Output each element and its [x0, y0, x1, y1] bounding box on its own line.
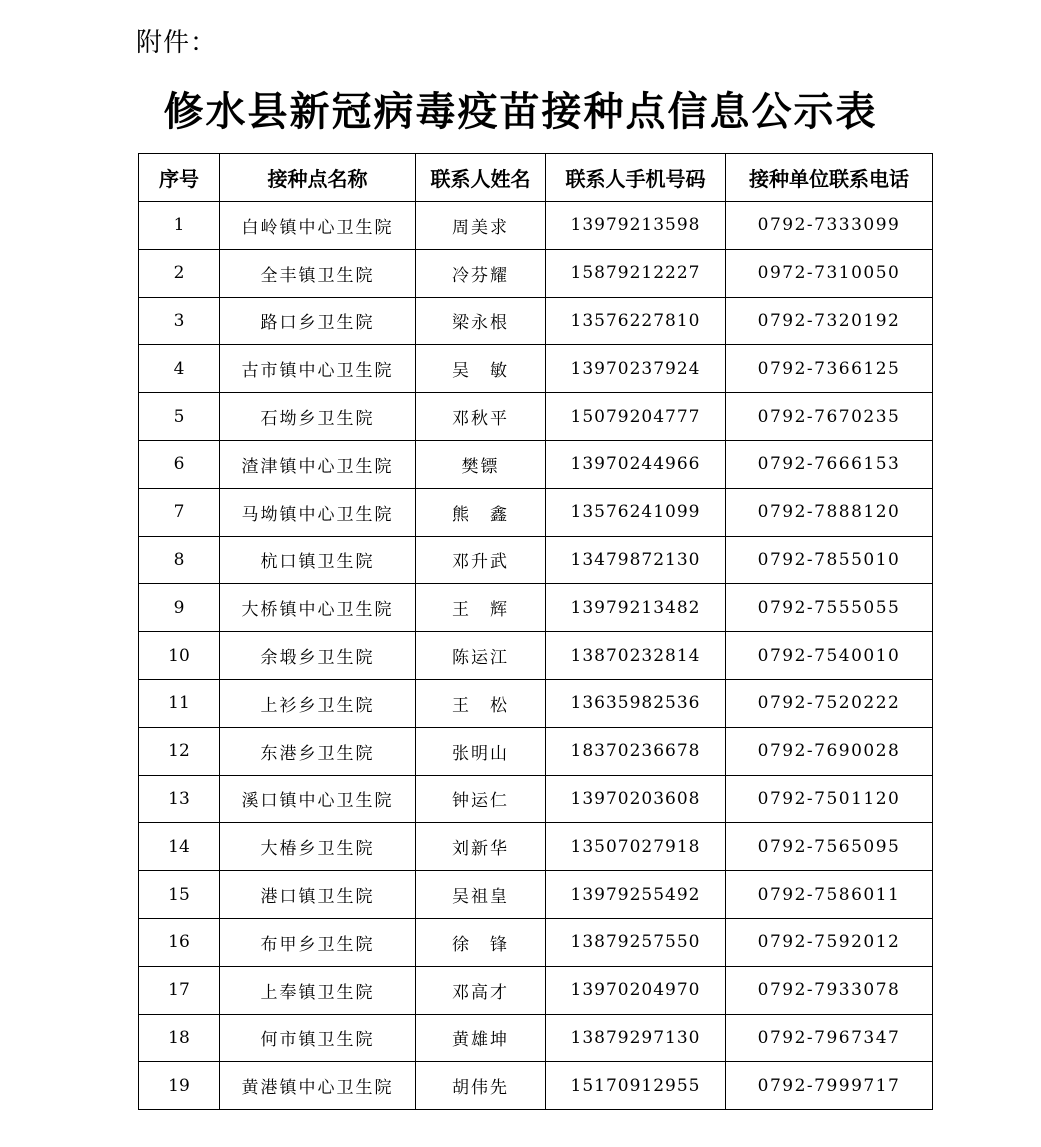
table-row: [139, 297, 933, 345]
contact-name-cell: 张明山: [416, 727, 546, 775]
unit-phone-cell: 0792-7670235: [726, 393, 933, 441]
vaccination-site-table: [138, 153, 933, 1110]
table-body: [139, 202, 933, 1110]
contact-name-cell: 冷芬耀: [416, 249, 546, 297]
table-row: [139, 249, 933, 297]
seq-cell: 5: [139, 393, 220, 441]
contact-name-cell: 熊 鑫: [416, 488, 546, 536]
table-row: [139, 823, 933, 871]
contact-name-cell: 吴 敏: [416, 345, 546, 393]
contact-mobile-cell: 15879212227: [546, 249, 726, 297]
site-name-cell: 溪口镇中心卫生院: [220, 775, 416, 823]
contact-mobile-cell: 15079204777: [546, 393, 726, 441]
contact-name-cell: 邓高才: [416, 966, 546, 1014]
seq-cell: 19: [139, 1062, 220, 1110]
seq-cell: 15: [139, 871, 220, 919]
header-contact-mobile: 联系人手机号码: [546, 154, 726, 202]
unit-phone-cell: 0792-7592012: [726, 918, 933, 966]
site-name-cell: 大桥镇中心卫生院: [220, 584, 416, 632]
contact-mobile-cell: 13979213598: [546, 202, 726, 250]
table-row: [139, 1014, 933, 1062]
contact-mobile-cell: 13507027918: [546, 823, 726, 871]
seq-cell: 13: [139, 775, 220, 823]
contact-mobile-cell: 13970203608: [546, 775, 726, 823]
contact-mobile-cell: 13576227810: [546, 297, 726, 345]
unit-phone-cell: 0792-7333099: [726, 202, 933, 250]
unit-phone-cell: 0792-7690028: [726, 727, 933, 775]
contact-name-cell: 吴祖皇: [416, 871, 546, 919]
unit-phone-cell: 0792-7999717: [726, 1062, 933, 1110]
contact-name-cell: 王 松: [416, 679, 546, 727]
contact-mobile-cell: 13635982536: [546, 679, 726, 727]
header-unit-phone: 接种单位联系电话: [726, 154, 933, 202]
contact-name-cell: 梁永根: [416, 297, 546, 345]
contact-name-cell: 周美求: [416, 202, 546, 250]
seq-cell: 12: [139, 727, 220, 775]
table-row: [139, 440, 933, 488]
site-name-cell: 古市镇中心卫生院: [220, 345, 416, 393]
contact-mobile-cell: 13970204970: [546, 966, 726, 1014]
contact-name-cell: 徐 锋: [416, 918, 546, 966]
contact-mobile-cell: 13879257550: [546, 918, 726, 966]
site-name-cell: 港口镇卫生院: [220, 871, 416, 919]
table-row: [139, 393, 933, 441]
seq-cell: 1: [139, 202, 220, 250]
unit-phone-cell: 0792-7565095: [726, 823, 933, 871]
table-row: [139, 345, 933, 393]
contact-mobile-cell: 13479872130: [546, 536, 726, 584]
contact-mobile-cell: 13879297130: [546, 1014, 726, 1062]
contact-name-cell: 刘新华: [416, 823, 546, 871]
table-row: [139, 679, 933, 727]
unit-phone-cell: 0792-7501120: [726, 775, 933, 823]
contact-mobile-cell: 13870232814: [546, 632, 726, 680]
seq-cell: 14: [139, 823, 220, 871]
unit-phone-cell: 0972-7310050: [726, 249, 933, 297]
table-row: [139, 871, 933, 919]
site-name-cell: 杭口镇卫生院: [220, 536, 416, 584]
seq-cell: 3: [139, 297, 220, 345]
site-name-cell: 渣津镇中心卫生院: [220, 440, 416, 488]
unit-phone-cell: 0792-7520222: [726, 679, 933, 727]
seq-cell: 6: [139, 440, 220, 488]
unit-phone-cell: 0792-7855010: [726, 536, 933, 584]
unit-phone-cell: 0792-7366125: [726, 345, 933, 393]
site-name-cell: 全丰镇卫生院: [220, 249, 416, 297]
seq-cell: 9: [139, 584, 220, 632]
contact-mobile-cell: 13979213482: [546, 584, 726, 632]
table-row: [139, 1062, 933, 1110]
seq-cell: 11: [139, 679, 220, 727]
table-row: [139, 775, 933, 823]
header-site-name: 接种点名称: [220, 154, 416, 202]
table-header-row: [139, 154, 933, 202]
seq-cell: 17: [139, 966, 220, 1014]
seq-cell: 7: [139, 488, 220, 536]
site-name-cell: 余塅乡卫生院: [220, 632, 416, 680]
site-name-cell: 黄港镇中心卫生院: [220, 1062, 416, 1110]
site-name-cell: 上奉镇卫生院: [220, 966, 416, 1014]
contact-mobile-cell: 15170912955: [546, 1062, 726, 1110]
contact-name-cell: 陈运江: [416, 632, 546, 680]
seq-cell: 16: [139, 918, 220, 966]
unit-phone-cell: 0792-7933078: [726, 966, 933, 1014]
table-row: [139, 584, 933, 632]
contact-mobile-cell: 13970237924: [546, 345, 726, 393]
contact-mobile-cell: 13970244966: [546, 440, 726, 488]
unit-phone-cell: 0792-7666153: [726, 440, 933, 488]
table-row: [139, 966, 933, 1014]
seq-cell: 4: [139, 345, 220, 393]
site-name-cell: 上衫乡卫生院: [220, 679, 416, 727]
unit-phone-cell: 0792-7586011: [726, 871, 933, 919]
site-name-cell: 大椿乡卫生院: [220, 823, 416, 871]
table-row: [139, 488, 933, 536]
table-row: [139, 202, 933, 250]
attachment-label: 附件：: [136, 28, 218, 58]
site-name-cell: 东港乡卫生院: [220, 727, 416, 775]
seq-cell: 18: [139, 1014, 220, 1062]
seq-cell: 8: [139, 536, 220, 584]
table-row: [139, 727, 933, 775]
table-row: [139, 918, 933, 966]
site-name-cell: 石坳乡卫生院: [220, 393, 416, 441]
contact-mobile-cell: 13576241099: [546, 488, 726, 536]
header-seq: 序号: [139, 154, 220, 202]
contact-mobile-cell: 18370236678: [546, 727, 726, 775]
unit-phone-cell: 0792-7540010: [726, 632, 933, 680]
site-name-cell: 布甲乡卫生院: [220, 918, 416, 966]
contact-name-cell: 王 辉: [416, 584, 546, 632]
contact-name-cell: 钟运仁: [416, 775, 546, 823]
unit-phone-cell: 0792-7967347: [726, 1014, 933, 1062]
contact-mobile-cell: 13979255492: [546, 871, 726, 919]
table-row: [139, 632, 933, 680]
contact-name-cell: 黄雄坤: [416, 1014, 546, 1062]
site-name-cell: 白岭镇中心卫生院: [220, 202, 416, 250]
site-name-cell: 马坳镇中心卫生院: [220, 488, 416, 536]
contact-name-cell: 樊镖: [416, 440, 546, 488]
contact-name-cell: 邓升武: [416, 536, 546, 584]
site-name-cell: 路口乡卫生院: [220, 297, 416, 345]
page-title: 修水县新冠病毒疫苗接种点信息公示表: [163, 88, 878, 135]
header-contact-name: 联系人姓名: [416, 154, 546, 202]
table-row: [139, 536, 933, 584]
unit-phone-cell: 0792-7555055: [726, 584, 933, 632]
contact-name-cell: 胡伟先: [416, 1062, 546, 1110]
contact-name-cell: 邓秋平: [416, 393, 546, 441]
site-name-cell: 何市镇卫生院: [220, 1014, 416, 1062]
unit-phone-cell: 0792-7320192: [726, 297, 933, 345]
seq-cell: 10: [139, 632, 220, 680]
unit-phone-cell: 0792-7888120: [726, 488, 933, 536]
seq-cell: 2: [139, 249, 220, 297]
